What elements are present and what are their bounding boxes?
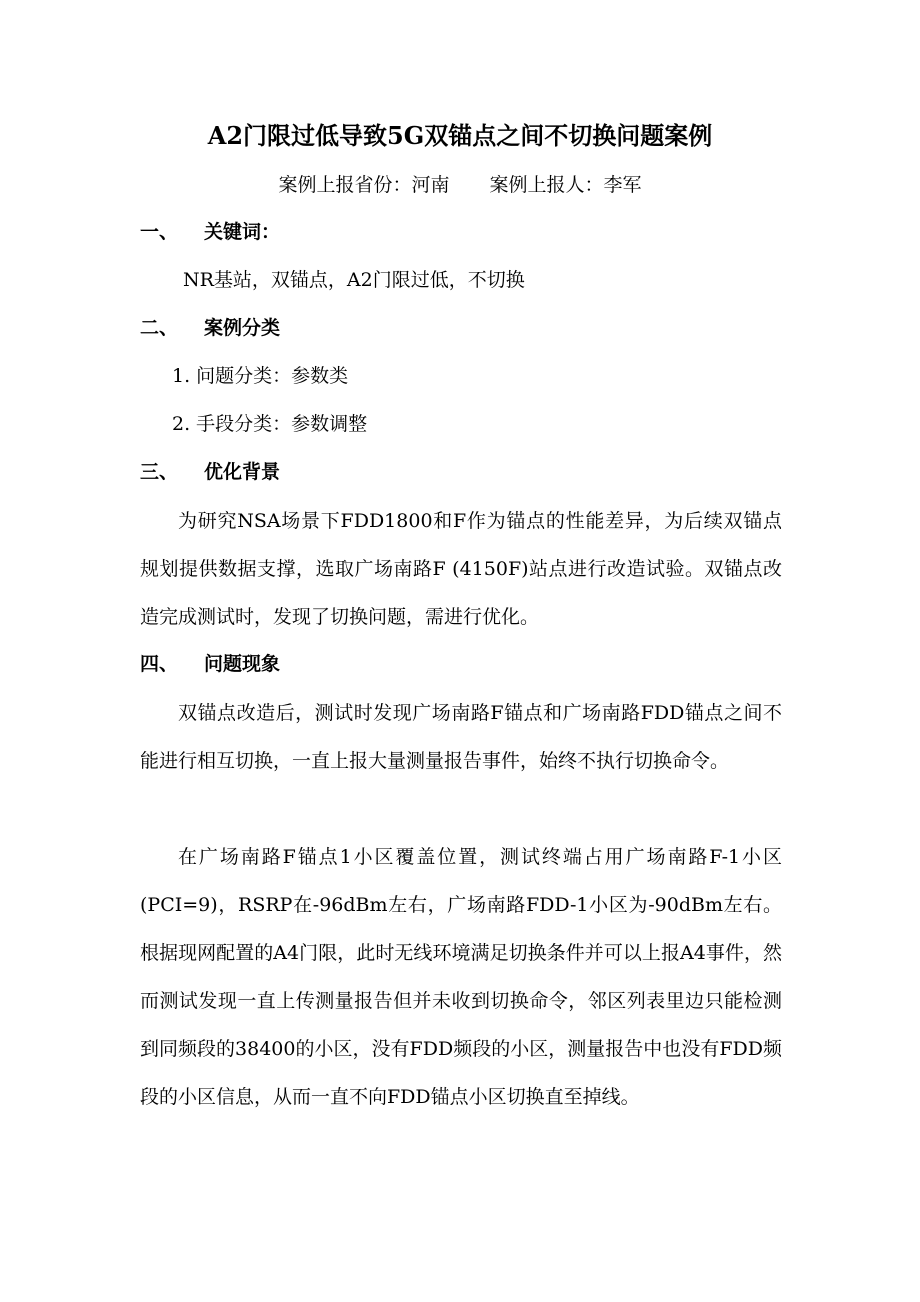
section-title: 问题现象 <box>204 653 281 675</box>
section-heading-keywords <box>140 217 280 247</box>
background-paragraph: 为研究NSA场景下FDD1800和F作为锚点的性能差异，为后续双锚点规划提供数据支撑，选取广场南路F (4150F)站点进行改造试验。双锚点改造完成测试时，发现了切换问题，需进行优化。 <box>140 510 782 628</box>
document-title: A2门限过低导致5G双锚点之间不切换问题案例 <box>207 121 713 150</box>
report-meta <box>0 170 920 200</box>
section-title: 案例分类 <box>204 317 281 339</box>
section-number: 四、 <box>140 653 179 675</box>
section-title: 优化背景 <box>204 461 281 483</box>
report-province: 案例上报省份：河南 <box>278 174 450 196</box>
section-heading-background <box>140 457 280 487</box>
section-number: 二、 <box>140 317 179 339</box>
section-number: 三、 <box>140 461 179 483</box>
classification-item-problem: 1. 问题分类：参数类 <box>172 365 349 387</box>
symptom-paragraph-2: 在广场南路F锚点1小区覆盖位置，测试终端占用广场南路F-1小区(PCI=9)，RSRP在-96dBm左右，广场南路FDD-1小区为-90dBm左右。根据现网配置的A4门限，此时无线环境满足切换条件并可以上报A4事件，然而测试发现一直上传测量报告但并未收到切换命令，邻区列表里边只能检测到同频段的38400的小区，没有FDD频段的小区，测量报告中也没有FDD频段的小区信息，从而一直不向FDD锚点小区切换直至掉线。 <box>140 846 782 1108</box>
section-title: 关键词： <box>204 221 281 243</box>
section-heading-symptom <box>140 649 280 679</box>
section-heading-classification <box>140 313 280 343</box>
symptom-paragraph-1: 双锚点改造后，测试时发现广场南路F锚点和广场南路FDD锚点之间不能进行相互切换，一直上报大量测量报告事件，始终不执行切换命令。 <box>140 702 782 772</box>
classification-item-method: 2. 手段分类：参数调整 <box>172 413 368 435</box>
report-author: 案例上报人：李军 <box>489 174 642 196</box>
section-number: 一、 <box>140 221 179 243</box>
keywords-text: NR基站，双锚点，A2门限过低，不切换 <box>183 269 525 291</box>
